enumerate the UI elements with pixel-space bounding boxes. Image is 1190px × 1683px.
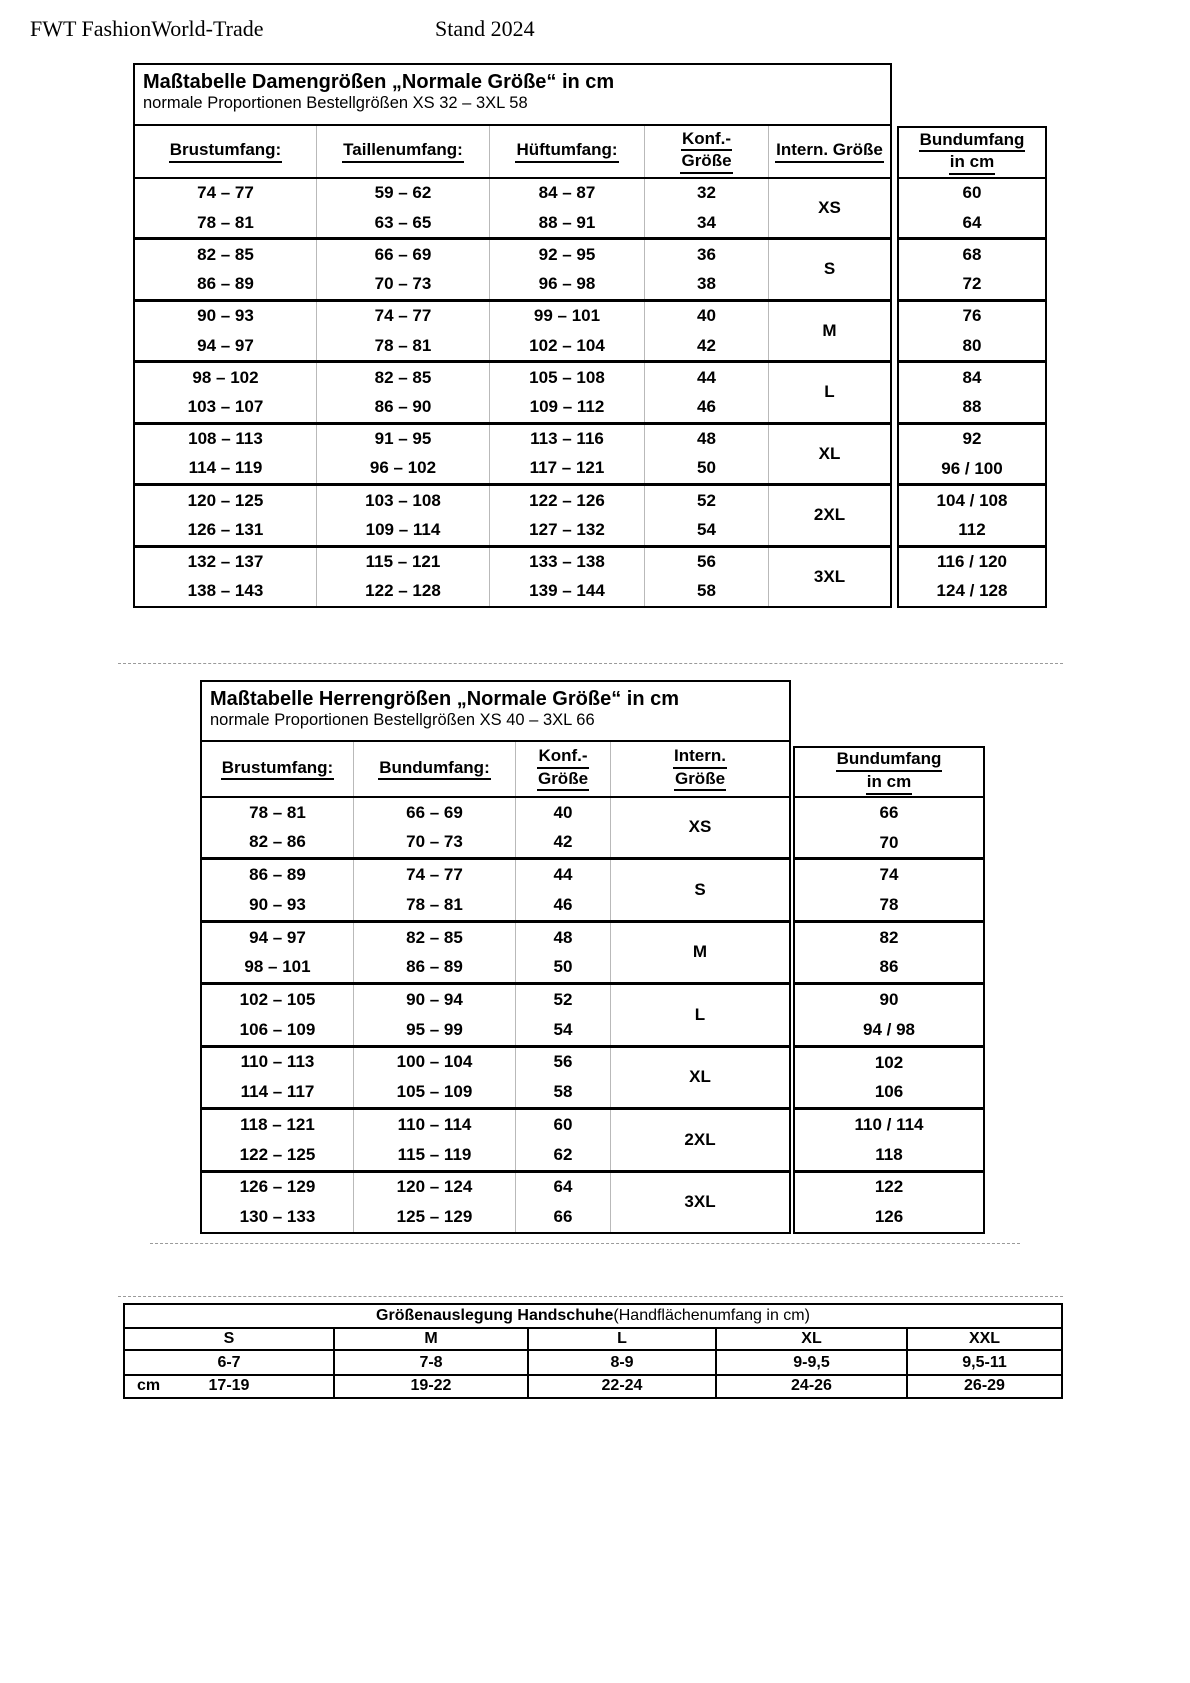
measure-cell: 110 – 113 — [240, 1052, 315, 1072]
measure-cell: 108 – 113 — [188, 429, 263, 449]
waistband-value: 92 — [962, 429, 982, 449]
men-size-table — [200, 742, 791, 1234]
measure-cell: 138 – 143 — [187, 581, 264, 601]
measure-cell: 34 — [697, 212, 716, 232]
waistband-value: 102 — [874, 1052, 904, 1072]
measure-cell: 54 — [697, 519, 716, 539]
measure-cell: 126 – 129 — [239, 1177, 316, 1197]
measure-cell: 90 – 93 — [249, 894, 306, 914]
measure-cell: 130 – 133 — [239, 1207, 316, 1227]
waistband-value: 74 — [879, 865, 899, 885]
measure-cell: 82 – 86 — [249, 832, 306, 852]
measure-cell: 40 — [553, 802, 573, 822]
measure-cell: 133 – 138 — [529, 552, 605, 572]
women-size-group-xl — [135, 422, 890, 483]
men-table-title-box — [200, 680, 791, 742]
glove-size-header: S — [125, 1329, 335, 1349]
measure-cell: 54 — [553, 1019, 573, 1039]
measure-cell: 139 – 144 — [529, 581, 605, 601]
waistband-value: 106 — [874, 1082, 904, 1102]
measure-cell: 44 — [697, 367, 716, 387]
women-table-title-box — [133, 63, 892, 126]
measure-cell: 38 — [697, 274, 716, 294]
women-size-group-l — [135, 360, 890, 421]
waistband-value: 104 / 108 — [936, 490, 1008, 510]
men-col-header: Bundumfang: — [354, 742, 516, 796]
measure-cell: 105 – 109 — [396, 1082, 473, 1102]
men-waistband-column — [793, 746, 985, 1234]
waistband-value: 80 — [962, 335, 982, 355]
measure-cell: 66 – 69 — [374, 244, 432, 264]
size-label: XS — [688, 817, 712, 837]
measure-cell: 78 – 81 — [249, 802, 306, 822]
waistband-header: Bundumfang in cm — [795, 748, 983, 798]
glove-size-header: L — [529, 1329, 717, 1349]
measure-cell: 82 – 85 — [197, 244, 254, 264]
measure-cell: 64 — [553, 1177, 573, 1197]
measure-cell: 82 – 85 — [406, 927, 463, 947]
measure-cell: 127 – 132 — [529, 519, 605, 539]
measure-cell: 86 – 89 — [197, 274, 254, 294]
measure-cell: 102 – 105 — [239, 989, 316, 1009]
measure-cell: 60 — [553, 1114, 573, 1134]
men-header-row — [202, 742, 789, 798]
measure-cell: 86 – 89 — [406, 957, 463, 977]
measure-cell: 86 – 90 — [374, 397, 432, 416]
waistband-group — [795, 1170, 983, 1232]
waistband-group — [795, 920, 983, 982]
measure-cell: 109 – 114 — [365, 519, 441, 539]
measure-cell: 113 – 116 — [530, 429, 604, 449]
measure-cell: 102 – 104 — [529, 335, 605, 355]
measure-cell: 115 – 121 — [365, 552, 441, 572]
unit-label: cm — [137, 1377, 161, 1395]
measure-cell: 70 – 73 — [406, 832, 463, 852]
glove-size-header: XL — [717, 1329, 908, 1349]
men-size-group-2xl — [202, 1107, 789, 1169]
glove-value: 8-9 — [529, 1351, 717, 1374]
measure-cell: 91 – 95 — [374, 429, 432, 449]
measure-cell: 59 – 62 — [374, 183, 432, 203]
waistband-value: 66 — [879, 802, 899, 822]
waistband-value: 96 / 100 — [941, 458, 1003, 478]
divider-line — [118, 1296, 1063, 1297]
waistband-value: 122 — [874, 1177, 904, 1197]
measure-cell: 46 — [697, 397, 716, 416]
waistband-group — [899, 545, 1045, 606]
waistband-value: 116 / 120 — [937, 552, 1007, 572]
divider-line — [118, 663, 1063, 664]
glove-size-number-row — [125, 1349, 1061, 1374]
waistband-value: 68 — [962, 244, 982, 264]
waistband-group — [795, 798, 983, 857]
waistband-group — [899, 237, 1045, 298]
measure-cell: 110 – 114 — [397, 1114, 472, 1134]
measure-cell: 120 – 125 — [187, 490, 264, 510]
size-label: XL — [689, 1067, 711, 1087]
measure-cell: 126 – 131 — [187, 519, 264, 539]
size-label: M — [692, 942, 708, 962]
glove-value: 22-24 — [529, 1376, 717, 1397]
measure-cell: 58 — [697, 581, 716, 601]
waistband-value: 82 — [879, 927, 899, 947]
women-size-group-3xl — [135, 545, 890, 606]
women-col-header: Brustumfang: — [135, 126, 317, 177]
women-col-header: Taillenumfang: — [317, 126, 490, 177]
measure-cell: 66 — [553, 1207, 573, 1227]
measure-cell: 115 – 119 — [397, 1144, 472, 1164]
waistband-value: 110 / 114 — [854, 1114, 924, 1134]
waistband-value: 112 — [958, 519, 986, 539]
measure-cell: 122 – 128 — [365, 581, 441, 601]
glove-value: 24-26 — [717, 1376, 908, 1397]
measure-cell: 66 – 69 — [406, 802, 463, 822]
men-col-header: Intern. Größe — [611, 742, 789, 796]
measure-cell: 94 – 97 — [197, 335, 254, 355]
waistband-value: 94 / 98 — [863, 1019, 915, 1039]
measure-cell: 63 – 65 — [374, 212, 432, 232]
women-table-subtitle: normale Proportionen Bestellgrößen XS 32 – 3XL 58 — [143, 94, 528, 112]
measure-cell: 90 – 94 — [406, 989, 463, 1009]
measure-cell: 103 – 108 — [365, 490, 441, 510]
measure-cell: 40 — [697, 306, 716, 326]
measure-cell: 94 – 97 — [249, 927, 306, 947]
size-label: 2XL — [813, 505, 846, 525]
measure-cell: 74 – 77 — [197, 183, 254, 203]
women-size-table — [133, 126, 892, 608]
measure-cell: 78 – 81 — [406, 894, 463, 914]
measure-cell: 103 – 107 — [187, 397, 264, 416]
glove-value: 9-9,5 — [717, 1351, 908, 1374]
women-col-header: Hüftumfang: — [490, 126, 645, 177]
size-label: 3XL — [684, 1192, 716, 1212]
measure-cell: 105 – 108 — [529, 367, 605, 387]
women-waistband-column — [897, 126, 1047, 608]
measure-cell: 98 – 101 — [244, 957, 311, 977]
measure-cell: 32 — [697, 183, 716, 203]
size-label: L — [824, 382, 835, 402]
measure-cell: 95 – 99 — [406, 1019, 463, 1039]
waistband-group — [899, 179, 1045, 237]
size-label: XS — [818, 198, 841, 218]
glove-size-header: XXL — [968, 1330, 1001, 1348]
measure-cell: 96 – 98 — [538, 274, 596, 294]
size-label: XL — [818, 443, 841, 463]
measure-cell: 52 — [697, 490, 716, 510]
measure-cell: 106 – 109 — [239, 1019, 316, 1039]
men-size-group-3xl — [202, 1170, 789, 1232]
men-col-header: Brustumfang: — [202, 742, 354, 796]
men-size-group-l — [202, 982, 789, 1044]
size-label: S — [823, 259, 836, 279]
waistband-value: 90 — [879, 990, 899, 1010]
waistband-group — [795, 1045, 983, 1107]
measure-cell: 50 — [697, 458, 716, 478]
measure-cell: 98 – 102 — [192, 367, 259, 387]
measure-cell: 125 – 129 — [396, 1207, 473, 1227]
waistband-group — [899, 422, 1045, 483]
measure-cell: 58 — [553, 1082, 573, 1102]
size-label: 2XL — [684, 1129, 716, 1149]
measure-cell: 74 – 77 — [406, 865, 463, 885]
glove-value: 7-8 — [335, 1351, 529, 1374]
waistband-value: 64 — [962, 212, 982, 232]
waistband-value: 118 — [875, 1144, 903, 1164]
measure-cell: 100 – 104 — [396, 1052, 473, 1072]
women-size-group-2xl — [135, 483, 890, 544]
measure-cell: 48 — [697, 429, 716, 449]
measure-cell: 44 — [553, 865, 573, 885]
women-size-group-m — [135, 299, 890, 360]
measure-cell: 78 – 81 — [374, 335, 432, 355]
measure-cell: 86 – 89 — [249, 865, 306, 885]
measure-cell: 109 – 112 — [529, 397, 605, 416]
measure-cell: 56 — [553, 1052, 573, 1072]
glove-circumference-row — [125, 1374, 1061, 1397]
measure-cell: 62 — [553, 1144, 573, 1164]
glove-value: 9,5-11 — [962, 1353, 1007, 1371]
women-col-header: Konf.- Größe — [645, 126, 769, 177]
men-table-title: Maßtabelle Herrengrößen „Normale Größe“ in cm — [210, 688, 679, 710]
measure-cell: 96 – 102 — [369, 458, 437, 478]
men-size-group-s — [202, 857, 789, 919]
measure-cell: 42 — [697, 335, 716, 355]
measure-cell: 122 – 125 — [239, 1144, 316, 1164]
measure-cell: 90 – 93 — [197, 306, 254, 326]
waistband-group — [795, 982, 983, 1044]
women-size-group-xs — [135, 179, 890, 237]
size-label: S — [694, 879, 706, 899]
men-size-group-xs — [202, 798, 789, 857]
waistband-group — [899, 483, 1045, 544]
measure-cell: 78 – 81 — [197, 212, 254, 232]
waistband-value: 86 — [879, 957, 899, 977]
men-size-group-xl — [202, 1045, 789, 1107]
glove-table-title: Größenauslegung Handschuhe (Handflächenumfang in cm) — [376, 1306, 810, 1324]
waistband-value: 72 — [962, 274, 982, 294]
waistband-group — [795, 857, 983, 919]
waistband-value: 78 — [879, 894, 899, 914]
version-label: Stand 2024 — [435, 16, 535, 41]
glove-value: 19-22 — [335, 1376, 529, 1397]
measure-cell: 82 – 85 — [374, 367, 432, 387]
measure-cell: 132 – 137 — [187, 552, 264, 572]
men-size-group-m — [202, 920, 789, 982]
measure-cell: 52 — [553, 989, 573, 1009]
glove-size-header-row — [125, 1327, 1061, 1349]
measure-cell: 74 – 77 — [374, 306, 432, 326]
measure-cell: 46 — [553, 894, 573, 914]
measure-cell: 118 – 121 — [240, 1114, 315, 1134]
brand-title: FWT FashionWorld-Trade — [30, 16, 264, 41]
waistband-value: 126 — [874, 1207, 904, 1227]
waistband-group — [795, 1107, 983, 1169]
measure-cell: 70 – 73 — [374, 274, 432, 294]
waistband-value: 76 — [962, 306, 982, 326]
waistband-value: 84 — [962, 367, 982, 387]
measure-cell: 36 — [697, 244, 716, 264]
measure-cell: 50 — [553, 957, 573, 977]
measure-cell: 48 — [553, 927, 573, 947]
measure-cell: 88 – 91 — [538, 212, 596, 232]
waistband-value: 60 — [962, 183, 982, 203]
measure-cell: 99 – 101 — [533, 306, 601, 326]
waistband-group — [899, 360, 1045, 421]
glove-value: cm 17-19 — [125, 1376, 335, 1397]
measure-cell: 114 – 119 — [188, 458, 263, 478]
waistband-value: 124 / 128 — [936, 581, 1008, 601]
women-col-header: Intern. Größe — [769, 126, 890, 177]
measure-cell: 122 – 126 — [529, 490, 605, 510]
size-label: M — [822, 320, 837, 340]
measure-cell: 42 — [553, 832, 573, 852]
measure-cell: 117 – 121 — [529, 458, 605, 478]
divider-line — [150, 1243, 1020, 1244]
waistband-value: 70 — [879, 832, 899, 852]
glove-size-header: M — [335, 1329, 529, 1349]
women-table-title: Maßtabelle Damengrößen „Normale Größe“ in cm — [143, 71, 615, 93]
glove-size-table — [123, 1303, 1063, 1399]
men-col-header: Konf.- Größe — [516, 742, 611, 796]
waistband-header: Bundumfang in cm — [899, 128, 1045, 179]
measure-cell: 56 — [697, 552, 716, 572]
size-label: 3XL — [813, 566, 846, 586]
men-table-subtitle: normale Proportionen Bestellgrößen XS 40 – 3XL 66 — [210, 711, 595, 729]
measure-cell: 114 – 117 — [240, 1082, 315, 1102]
measure-cell: 120 – 124 — [396, 1177, 473, 1197]
waistband-group — [899, 299, 1045, 360]
measure-cell: 84 – 87 — [538, 183, 596, 203]
women-size-group-s — [135, 237, 890, 298]
glove-value: 6-7 — [125, 1351, 335, 1374]
waistband-value: 88 — [962, 397, 982, 417]
glove-value: 26-29 — [964, 1377, 1005, 1395]
size-label: L — [694, 1004, 706, 1024]
measure-cell: 92 – 95 — [538, 244, 596, 264]
women-header-row — [135, 126, 890, 179]
